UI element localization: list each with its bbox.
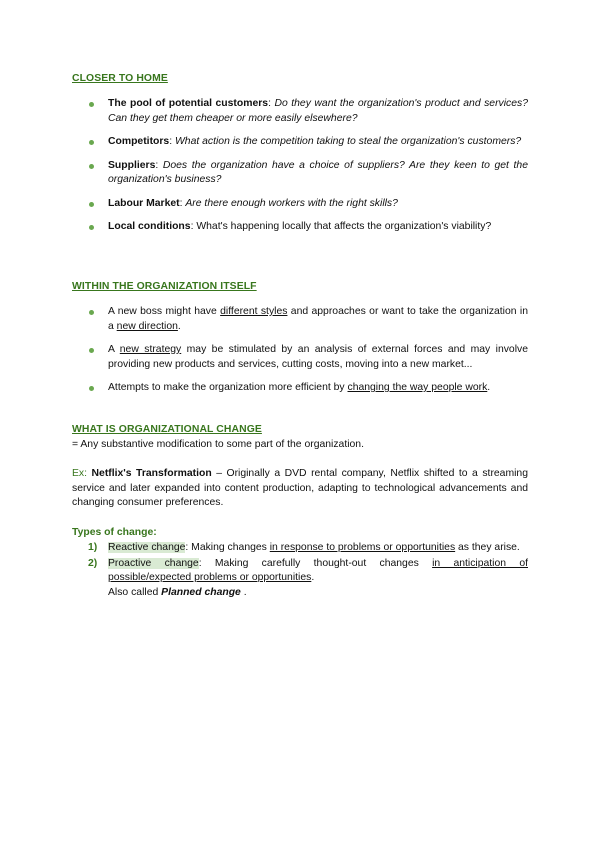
list-item: A new boss might have different styles and approaches or want to take the organization in a new direction. bbox=[72, 305, 528, 334]
bullet-icon bbox=[89, 310, 94, 315]
closer-to-home-heading: CLOSER TO HOME bbox=[72, 73, 168, 84]
list-number: 1) bbox=[88, 542, 98, 553]
list-number: 2) bbox=[88, 557, 98, 569]
example-paragraph bbox=[72, 467, 528, 511]
example-text: – Originally a DVD rental company, Netflix shifted to a streaming service and later expanded into content production, adapting to technological advancements and changing consumer preferences. bbox=[72, 468, 528, 508]
types-of-change-heading: Types of change: bbox=[72, 527, 157, 538]
bullet-icon bbox=[89, 202, 94, 207]
list-item: Local conditions: What's happening locally that affects the organization's viability? bbox=[72, 220, 528, 235]
list-item: Competitors: What action is the competition taking to steal the organization's customers? bbox=[72, 135, 528, 150]
organizational-change-heading: WHAT IS ORGANIZATIONAL CHANGE bbox=[72, 424, 262, 435]
bullet-icon bbox=[89, 225, 94, 230]
example-label: Ex: bbox=[72, 468, 88, 479]
bullet-icon bbox=[89, 102, 94, 107]
bullet-icon bbox=[89, 386, 94, 391]
also-called-line: Also called Planned change . bbox=[108, 586, 247, 598]
list-item: Labour Market: Are there enough workers with the right skills? bbox=[72, 197, 528, 212]
bullet-icon bbox=[89, 164, 94, 169]
closer-to-home-list bbox=[72, 97, 528, 244]
example-title: Netflix's Transformation bbox=[91, 468, 212, 479]
bullet-icon bbox=[89, 348, 94, 353]
bullet-icon bbox=[89, 140, 94, 145]
list-item: Suppliers: Does the organization have a choice of suppliers? Are they keen to get the organization's business? bbox=[72, 159, 528, 188]
list-item: A new strategy may be stimulated by an analysis of external forces and may involve providing new products and services, cutting costs, moving into a new market... bbox=[72, 343, 528, 372]
list-item: Attempts to make the organization more efficient by changing the way people work. bbox=[72, 381, 528, 396]
list-item: 2) Proactive change: Making carefully thought-out changes in anticipation of possible/expected problems or opportunities. Also called Planned change . bbox=[72, 557, 528, 601]
types-of-change-list bbox=[72, 541, 528, 601]
within-organization-list bbox=[72, 305, 528, 405]
definition-text: = Any substantive modification to some part of the organization. bbox=[72, 439, 364, 450]
list-item: 1) Reactive change: Making changes in response to problems or opportunities as they arise. bbox=[72, 541, 528, 556]
within-organization-heading: WITHIN THE ORGANIZATION ITSELF bbox=[72, 281, 257, 292]
list-item: The pool of potential customers: Do they want the organization's product and services? Can they get them cheaper or more easily elsewhere? bbox=[72, 97, 528, 126]
